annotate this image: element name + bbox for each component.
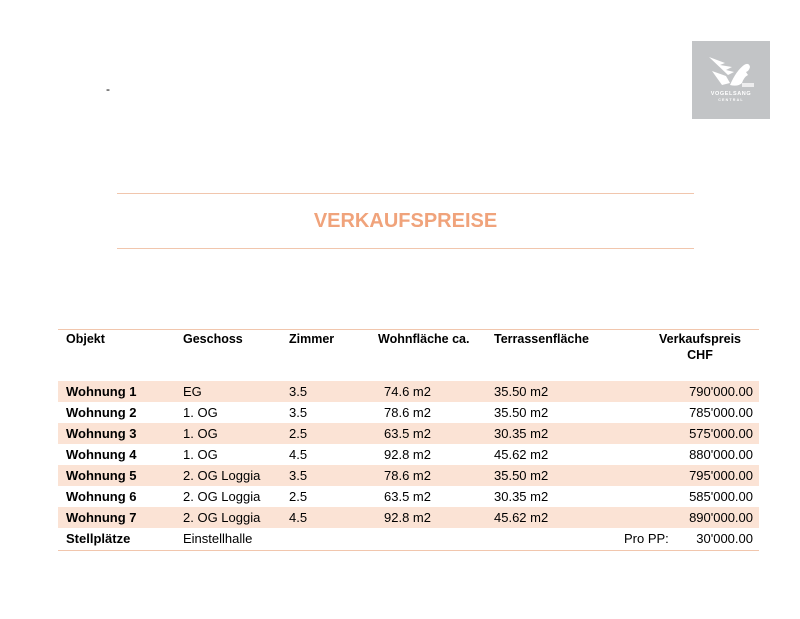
table-top-line [58,329,759,330]
cell-geschoss: 1. OG [183,447,218,462]
vogelsang-logo [692,41,770,119]
cell-objekt: Wohnung 6 [66,489,137,504]
cell-objekt: Wohnung 7 [66,510,137,525]
cell-geschoss: Einstellhalle [183,531,253,546]
cell-geschoss: 2. OG Loggia [183,510,261,525]
cell-geschoss: EG [183,384,202,399]
cell-zimmer: 4.5 [289,510,308,525]
cell-preis: 790'000.00 [689,384,753,399]
table-row [58,486,759,507]
cell-zimmer: 2.5 [289,489,308,504]
cell-wohnflaeche: 92.8 m2 [384,510,431,525]
cell-geschoss: 1. OG [183,426,218,441]
page-title: VERKAUFSPREISE [313,210,498,232]
cell-terrasse: 30.35 m2 [494,426,549,441]
header-currency: CHF [687,348,713,362]
cell-preis: 880'000.00 [689,447,753,462]
cell-terrasse: 35.50 m2 [494,384,549,399]
cell-preis: 785'000.00 [689,405,753,420]
logo-subtitle: CENTRAL [718,98,744,102]
title-rule-top [117,193,694,194]
title-rule-bottom [117,248,694,249]
header-zimmer: Zimmer [289,332,335,346]
cell-terrasse: 30.35 m2 [494,489,549,504]
cell-objekt: Wohnung 5 [66,468,137,483]
cell-preis: 30'000.00 [696,531,753,546]
cell-preis: 890'000.00 [689,510,753,525]
cell-wohnflaeche: 63.5 m2 [384,489,431,504]
bird-icon [692,41,770,119]
header-wohnflaeche: Wohnfläche ca. [378,332,470,346]
table-bottom-line [58,550,759,551]
cell-wohnflaeche: 92.8 m2 [384,447,431,462]
cell-zimmer: 3.5 [289,468,308,483]
table-row [58,402,759,423]
table-row [58,444,759,465]
dash-mark: - [106,82,110,96]
table-row [58,381,759,402]
cell-pro-pp-label: Pro PP: [624,531,669,546]
cell-zimmer: 2.5 [289,426,308,441]
cell-geschoss: 1. OG [183,405,218,420]
cell-objekt: Wohnung 3 [66,426,137,441]
cell-terrasse: 45.62 m2 [494,447,549,462]
table-row [58,507,759,528]
cell-geschoss: 2. OG Loggia [183,489,261,504]
cell-objekt: Wohnung 2 [66,405,137,420]
cell-terrasse: 35.50 m2 [494,405,549,420]
cell-wohnflaeche: 78.6 m2 [384,468,431,483]
cell-preis: 575'000.00 [689,426,753,441]
cell-preis: 585'000.00 [689,489,753,504]
cell-wohnflaeche: 63.5 m2 [384,426,431,441]
cell-wohnflaeche: 78.6 m2 [384,405,431,420]
table-row [58,465,759,486]
cell-terrasse: 35.50 m2 [494,468,549,483]
cell-zimmer: 3.5 [289,405,308,420]
cell-zimmer: 4.5 [289,447,308,462]
cell-zimmer: 3.5 [289,384,308,399]
header-objekt: Objekt [66,332,105,346]
header-geschoss: Geschoss [183,332,243,346]
header-terrassenflaeche: Terrassenfläche [494,332,589,346]
cell-objekt: Wohnung 4 [66,447,137,462]
cell-terrasse: 45.62 m2 [494,510,549,525]
cell-wohnflaeche: 74.6 m2 [384,384,431,399]
logo-name: VOGELSANG [710,91,752,97]
header-verkaufspreis [642,331,758,363]
cell-objekt: Wohnung 1 [66,384,137,399]
cell-geschoss: 2. OG Loggia [183,468,261,483]
header-verkaufspreis-label: Verkaufspreis [659,332,741,346]
cell-objekt: Stellplätze [66,531,131,546]
cell-preis: 795'000.00 [689,468,753,483]
table-row-parking [58,528,759,549]
table-row [58,423,759,444]
